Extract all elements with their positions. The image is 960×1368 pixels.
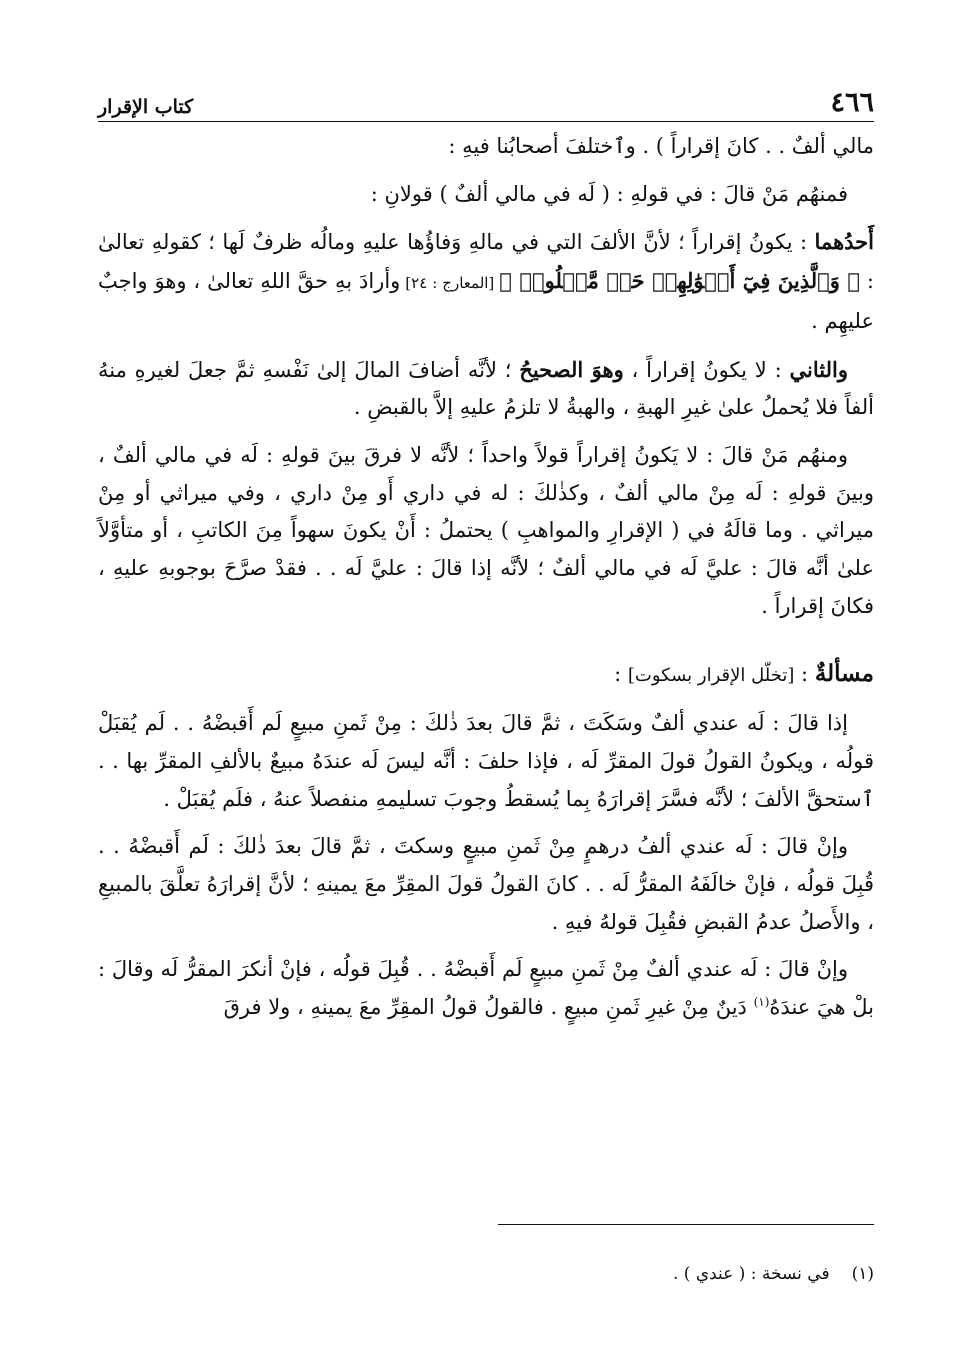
issue-label: مسألةٌ (814, 660, 874, 688)
header-rule (98, 121, 874, 122)
footnote-marker: (١) (753, 995, 770, 1010)
paragraph-second-opinion (98, 351, 874, 427)
first-opinion-heading: أَحدُهما (814, 229, 874, 255)
issue-heading (98, 655, 874, 695)
paragraph-5: وإنْ قالَ : لَه عندي ألفُ درهمٍ مِنْ ثَمنِ مبيعٍ وسكتَ ، ثمَّ قالَ بعدَ ذٰلكَ : لَم أَقبضْهُ . . قُبِلَ قولُه ، فإنْ خالَفَهُ المقرُّ لَه . . كانَ القولُ قولَ المقِرِّ معَ يمينهِ ؛ لأنَّ إقرارَهُ تعلَّقَ بالمبيعِ ، والأَصلُ عدمُ القبضِ فقُبِلَ قولهُ فيهِ . (98, 834, 874, 934)
correct-view-label: وهوَ الصحيحُ (519, 356, 624, 382)
paragraph-6-text-end: دَينٌ مِنْ غيرِ ثَمنِ مبيعٍ . فالقولُ قولُ المقِرِّ معَ يمينهِ ، ولا فرقَ (223, 995, 754, 1020)
paragraph-4: إذا قالَ : لَه عندي ألفٌ وسَكَتَ ، ثمَّ قالَ بعدَ ذٰلكَ : مِنْ ثَمنِ مبيعٍ لَم أَقبضْهُ . . لَم يُقبَلْ قولُه ، ويكونُ القولُ قولَ المقرِّ لَه ، فإذا حلفَ : أنَّه ليسَ لَه عندَهُ مبيعٌ بالألفِ المقرِّ بها . . ٱستحقَّ الألفَ ؛ لأنَّه فسَّرَ إقرارَهُ بِما يُسقطُ وجوبَ تسليمهِ منفصلاً عنهُ ، فلَم يُقبَلْ . (98, 711, 874, 811)
page-number: ٤٦٦ (830, 87, 874, 118)
paragraph-1: مالي ألفٌ . . كانَ إقراراً ) . وٱختلفَ أصحابُنا فيهِ : (448, 134, 874, 158)
second-opinion-text: : لا يكونُ إقراراً ، (623, 357, 790, 382)
paragraph-6-text: وإنْ قالَ : لَه عندي ألفٌ مِنْ ثَمنِ مبيعٍ لَم أَقبضْهُ . . قُبِلَ قولُه ، فإنْ أنكرَ المقرُّ لَه وقالَ : بلْ هيَ عندَهُ (98, 957, 874, 1020)
paragraph-2: فمنهُم مَنْ قالَ : في قولهِ : ( لَه في مالي ألفٌ ) قولانِ : (370, 181, 848, 206)
second-opinion-text-end: ؛ لأنَّه أضافَ المالَ إلىٰ نَفْسهِ ثمَّ جعلَ لغيرهِ منهُ ألفاً فلا يُحملُ علىٰ غيرِ الهبةِ ، والهبةُ لا تلزمُ عليهِ إلاَّ بالقبضِ . (98, 357, 874, 420)
issue-separator: : (794, 662, 815, 687)
paragraph-6 (98, 951, 874, 1026)
quran-verse: ﴿ وَٱلَّذِينَ فِيٓ أَمۡوَٰلِهِمۡ حَقٞ مَّعۡلُومٞ ﴾ (499, 268, 861, 294)
page-header (98, 84, 874, 118)
running-title: كتاب الإقرار (98, 96, 194, 118)
first-opinion-text-end: وأرادَ بهِ حقَّ اللهِ تعالىٰ ، وهوَ واجبٌ عليهِم . (98, 269, 874, 333)
issue-topic: [تخلّل الإقرار بسكوت] (627, 665, 795, 687)
footnote-rule (498, 1224, 874, 1225)
footnote-number: (١) (851, 1264, 874, 1284)
issue-end: : (614, 662, 628, 687)
second-opinion-heading: والثاني (789, 356, 848, 382)
paragraph-first-opinion (98, 223, 874, 340)
first-opinion-text: : يكونُ إقراراً ؛ لأنَّ الألفَ التي في مالهِ وَفاؤُها عليهِ ومالُه ظرفٌ لَها ؛ كقولهِ تعالىٰ : (98, 230, 874, 294)
footnote (98, 1262, 874, 1286)
verse-reference: [المعارج : ٢٤] (400, 274, 500, 293)
main-text (98, 128, 874, 1027)
paragraph-3: ومنهُم مَنْ قالَ : لا يَكونُ إقراراً قولاً واحداً ؛ لأنَّه لا فرقَ بينَ قولهِ : لَه في مالي ألفٌ ، وبينَ قولهِ : لَه مِنْ مالي ألفٌ ، وكذٰلكَ : له في داري أَو مِنْ داري ، وفي ميراثي أو مِنْ ميراثي . وما قالَهُ في ( الإقرارِ والمواهبِ ) يحتملُ : أَنْ يكونَ سهواً مِنَ الكاتبِ ، أو متأوَّلاً علىٰ أنَّه قالَ : عليَّ لَه في مالي ألفٌ ؛ لأنَّه إذا قالَ : عليَّ لَه . . فقدْ صرَّحَ بوجوبهِ عليهِ ، فكانَ إقراراً . (98, 442, 874, 618)
footnote-text: في نسخة : ( عندي ) . (672, 1264, 830, 1284)
